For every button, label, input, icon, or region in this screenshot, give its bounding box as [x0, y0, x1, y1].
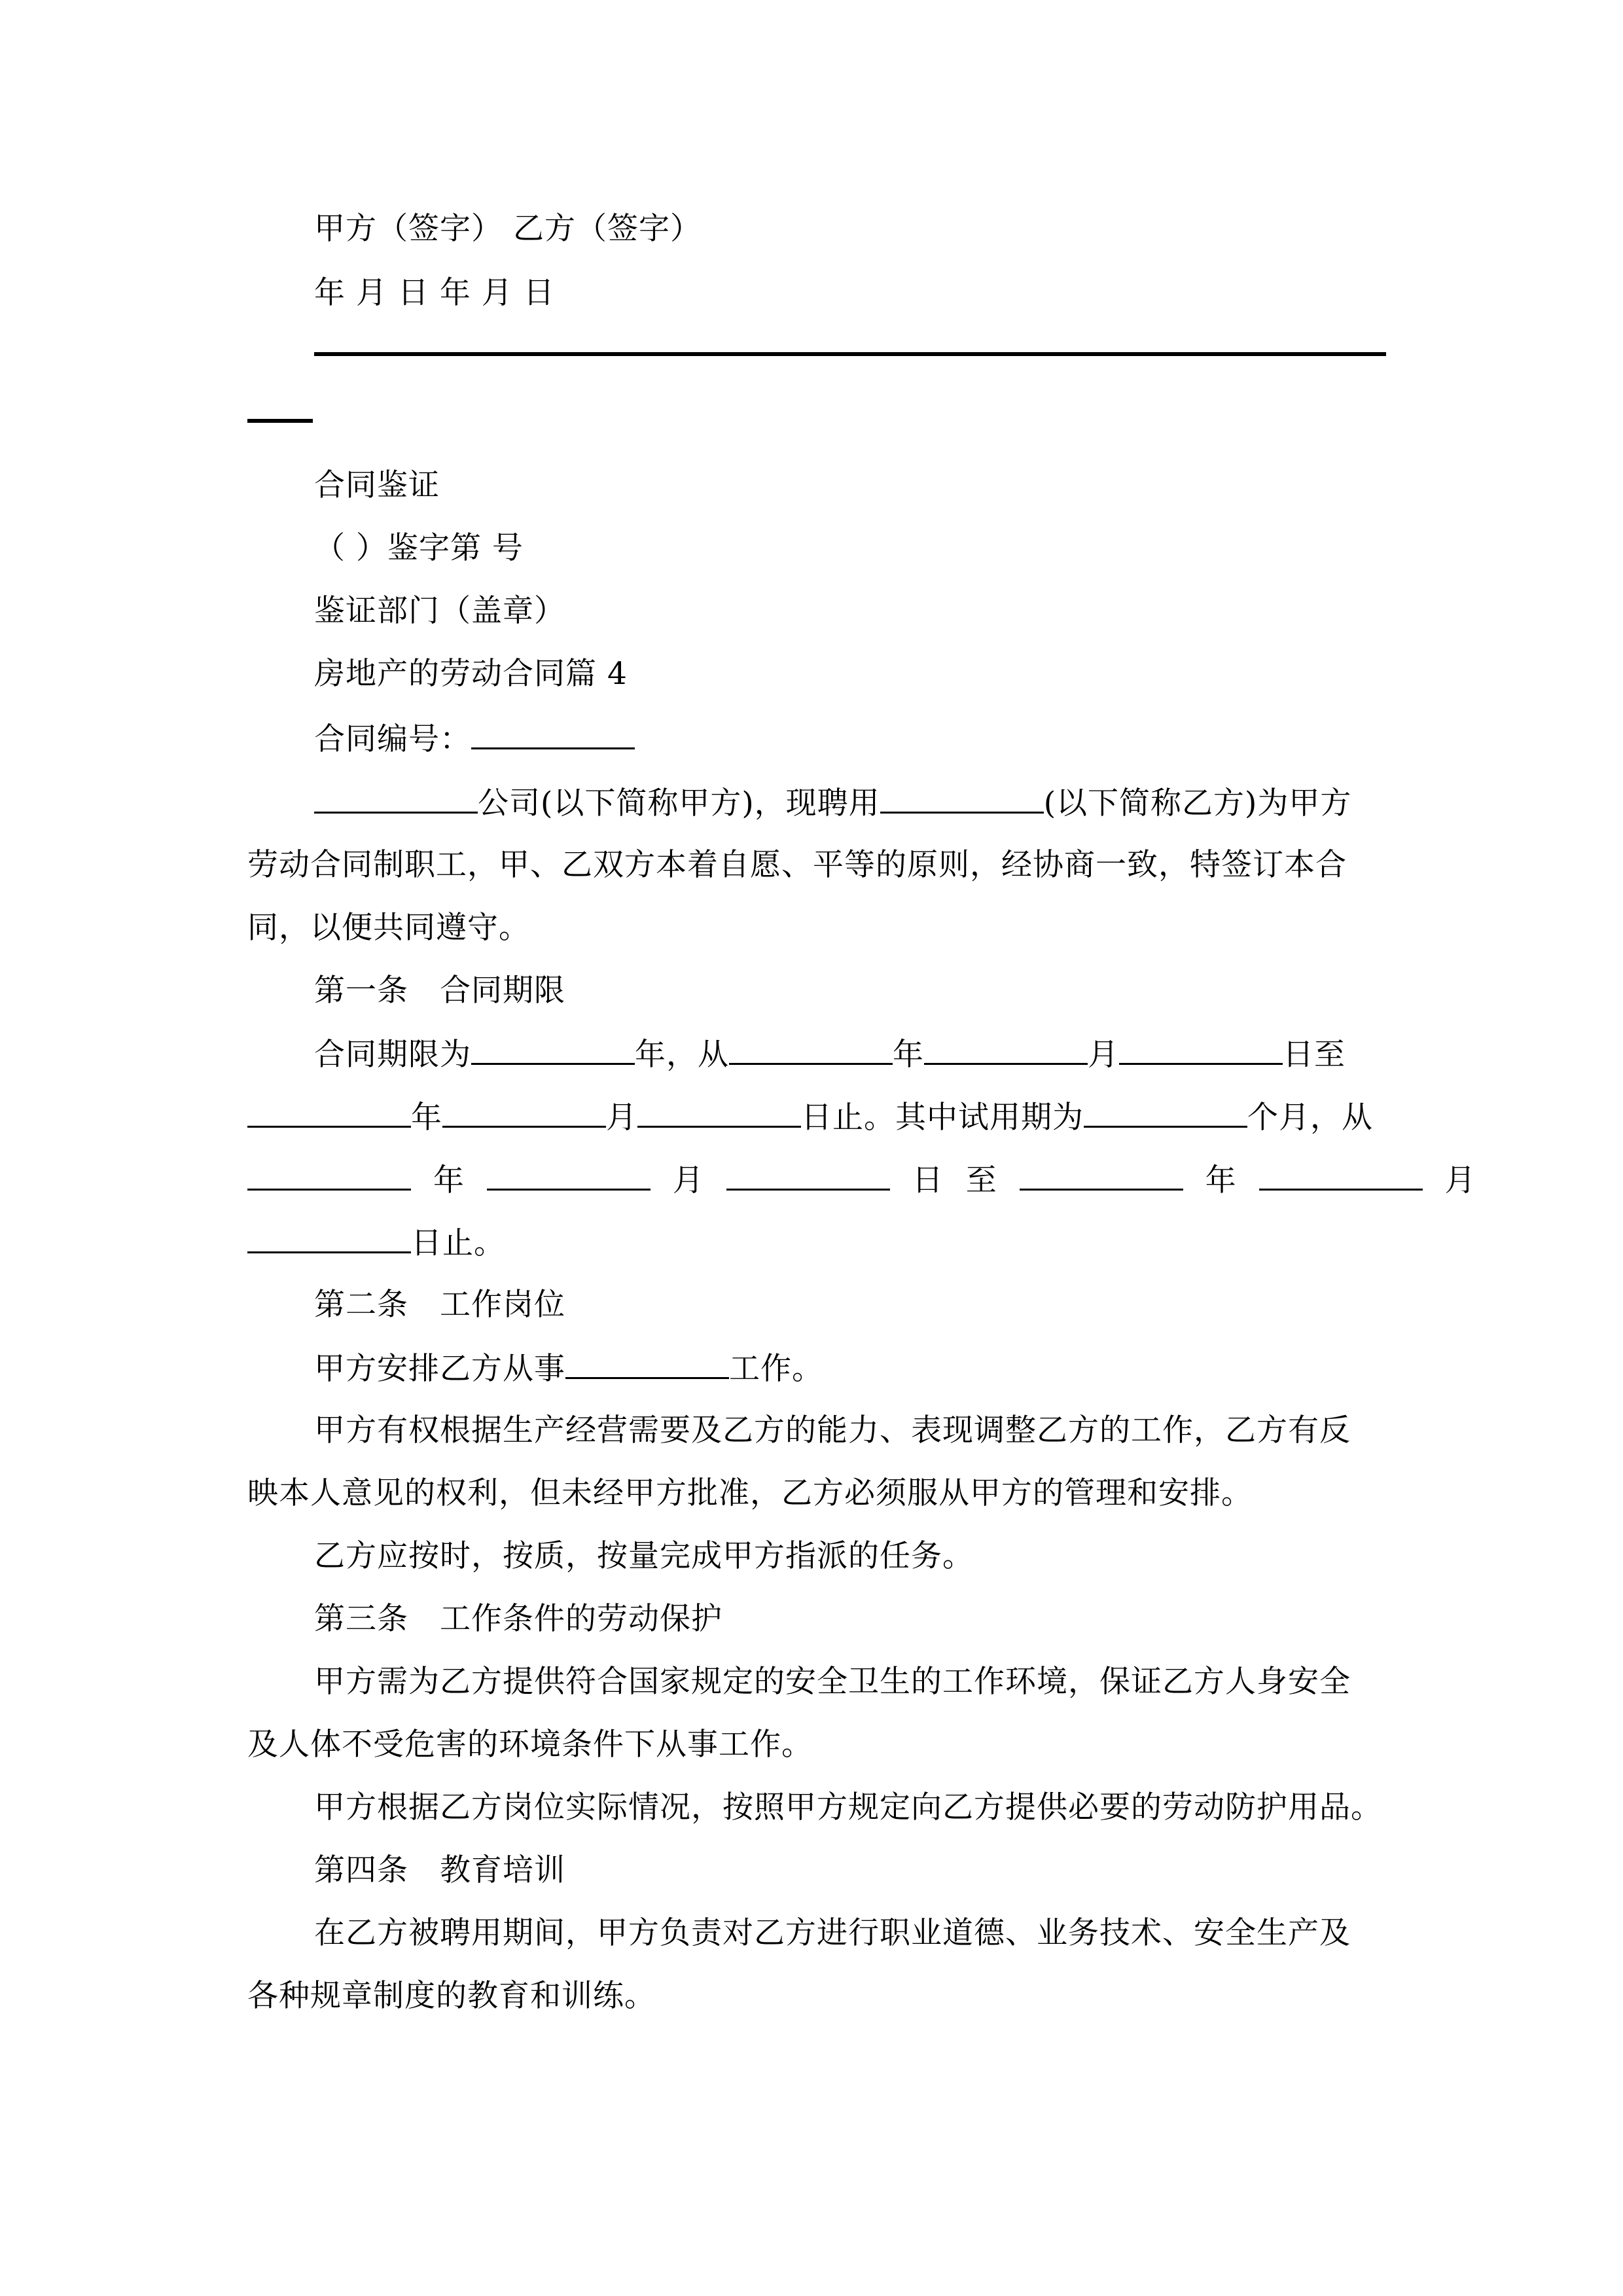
probation-start-year-blank[interactable] [247, 1160, 411, 1191]
article-2-p3: 乙方应按时，按质，按量完成甲方指派的任务。 [314, 1538, 974, 1574]
intro-line-3: 同，以便共同遵守。 [247, 910, 530, 946]
separator-rule-tail [247, 419, 313, 423]
term-text: 日 至 [912, 1162, 997, 1198]
term-text: 合同期限为 [314, 1037, 471, 1073]
intro-line-1 [314, 783, 1351, 823]
article-2-text: 甲方安排乙方从事 [314, 1351, 565, 1387]
start-year-blank[interactable] [729, 1034, 893, 1065]
article-1-title: 第一条 合同期限 [314, 973, 565, 1009]
article-2-title: 第二条 工作岗位 [314, 1287, 565, 1323]
article-2-text: 工作。 [729, 1351, 823, 1387]
term-text: 年 [1205, 1162, 1237, 1198]
start-day-blank[interactable] [1119, 1034, 1283, 1065]
article-3-p1-line-1: 甲方需为乙方提供符合国家规定的安全卫生的工作环境，保证乙方人身安全 [314, 1664, 1351, 1700]
end-day-blank[interactable] [637, 1097, 801, 1128]
term-text: 月 [1444, 1162, 1476, 1198]
contract-number-line [314, 719, 635, 759]
term-line-2 [247, 1097, 1373, 1138]
term-text: 个月，从 [1247, 1100, 1373, 1136]
verification-number: （ ）鉴字第 号 [314, 530, 524, 566]
probation-start-day-blank[interactable] [726, 1160, 890, 1191]
start-month-blank[interactable] [924, 1034, 1088, 1065]
verification-department: 鉴证部门（盖章） [314, 593, 565, 629]
contract-heading: 房地产的劳动合同篇 4 [314, 656, 628, 692]
article-4-p1-line-1: 在乙方被聘用期间，甲方负责对乙方进行职业道德、业务技术、安全生产及 [314, 1915, 1351, 1951]
signature-parties: 甲方（签字） 乙方（签字） [314, 211, 702, 247]
term-text: 日至 [1283, 1037, 1346, 1073]
term-line-3 [247, 1160, 1476, 1200]
company-name-blank[interactable] [314, 783, 478, 814]
term-text: 日止。 [411, 1225, 505, 1261]
contract-number-blank[interactable] [471, 719, 635, 749]
separator-rule [314, 352, 1386, 356]
article-4-p1-line-2: 各种规章制度的教育和训练。 [247, 1978, 656, 2014]
term-text: 日止。其中试用期为 [801, 1100, 1084, 1136]
contract-number-label: 合同编号： [314, 721, 471, 757]
term-text: 月 [1088, 1037, 1119, 1073]
intro-text-b: (以下简称乙方)为甲方 [1043, 785, 1352, 821]
probation-start-month-blank[interactable] [487, 1160, 651, 1191]
article-3-title: 第三条 工作条件的劳动保护 [314, 1601, 722, 1637]
term-line-1 [314, 1034, 1346, 1075]
term-text: 年 [433, 1162, 465, 1198]
article-3-p1-line-2: 及人体不受危害的环境条件下从事工作。 [247, 1727, 813, 1763]
term-text: 月 [672, 1162, 704, 1198]
job-position-blank[interactable] [565, 1348, 729, 1379]
term-line-4 [247, 1223, 505, 1263]
term-years-blank[interactable] [471, 1034, 635, 1065]
probation-end-day-blank[interactable] [247, 1223, 411, 1253]
term-text: 年，从 [635, 1037, 729, 1073]
end-month-blank[interactable] [442, 1097, 606, 1128]
term-text: 年 [893, 1037, 924, 1073]
intro-line-2: 劳动合同制职工，甲、乙双方本着自愿、平等的原则，经协商一致，特签订本合 [247, 847, 1347, 883]
intro-text-a: 公司(以下简称甲方)，现聘用 [478, 785, 880, 821]
article-2-p2-line-2: 映本人意见的权利，但未经甲方批准，乙方必须服从甲方的管理和安排。 [247, 1475, 1253, 1511]
article-2-p1 [314, 1348, 823, 1389]
term-text: 月 [606, 1100, 637, 1136]
probation-end-month-blank[interactable] [1259, 1160, 1423, 1191]
end-year-blank[interactable] [247, 1097, 411, 1128]
employee-name-blank[interactable] [880, 783, 1044, 814]
article-2-p2-line-1: 甲方有权根据生产经营需要及乙方的能力、表现调整乙方的工作，乙方有反 [314, 1412, 1351, 1448]
article-3-p2: 甲方根据乙方岗位实际情况，按照甲方规定向乙方提供必要的劳动防护用品。 [314, 1789, 1382, 1825]
probation-months-blank[interactable] [1084, 1097, 1247, 1128]
signature-dates: 年 月 日 年 月 日 [314, 275, 555, 311]
term-text: 年 [411, 1100, 442, 1136]
probation-end-year-blank[interactable] [1020, 1160, 1183, 1191]
article-4-title: 第四条 教育培训 [314, 1852, 565, 1888]
verification-title: 合同鉴证 [314, 467, 440, 503]
